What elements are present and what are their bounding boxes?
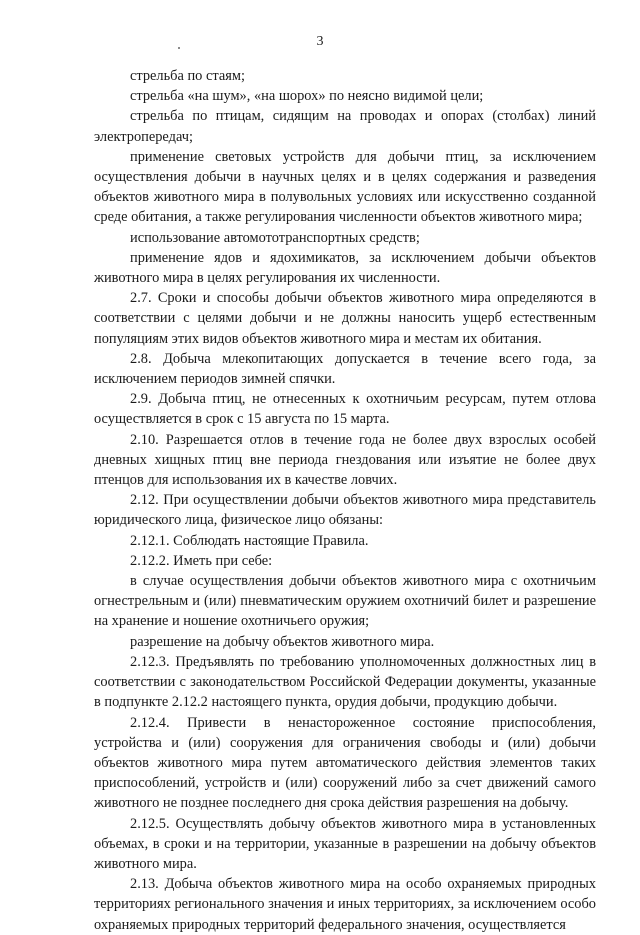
paragraph-5: использование автомототранспортных средств; bbox=[130, 229, 420, 246]
paragraph-4: применение световых устройств для добычи птиц, за исключением осуществления добычи в научных целях и в целях содержания и разведения объектов животного мира в полувольных условиях или искусственно созданной среде обитания, а также регулирования численности объектов животного мира; bbox=[94, 148, 596, 226]
paragraph-6: применение ядов и ядохимикатов, за исключением добычи объектов животного мира в целях регулирования их численности. bbox=[94, 249, 596, 287]
paragraph-3: стрельба по птицам, сидящим на проводах и опорах (столбах) линий электропередач; bbox=[94, 108, 596, 145]
paragraph-2: стрельба «на шум», «на шорох» по неясно видимой цели; bbox=[130, 88, 484, 105]
paragraph-2-12-2-a: в случае осуществления добычи объектов животного мира с охотничьим огнестрельным и (или) пневматическим оружием охотничий билет и разрешение на хранение и ношение охотничьего оружия; bbox=[94, 573, 596, 630]
paragraph-2-12-3: 2.12.3. Предъявлять по требованию уполномоченных должностных лиц в соответствии с законодательством Российской Федерации документы, указанные в подпункте 2.12.2 настоящего пункта, орудия добычи, продукцию добычи. bbox=[94, 653, 596, 711]
paragraph-2-12-5: 2.12.5. Осуществлять добычу объектов животного мира в установленных объемах, в сроки и на территории, указанные в разрешении на добычу объектов животного мира. bbox=[94, 815, 596, 872]
document-body bbox=[94, 66, 596, 935]
page-number: 3 bbox=[316, 34, 324, 49]
paragraph-2-7: 2.7. Сроки и способы добычи объектов животного мира определяются в соответствии с целями добычи и не должны наносить ущерб естественным популяциям этих видов объектов животного мира и местам их обитания. bbox=[94, 290, 596, 347]
paragraph-2-13: 2.13. Добыча объектов животного мира на особо охраняемых природных территориях регионального значения и иных территориях, за исключением особо охраняемых природных территорий федерального значения, осуществляется bbox=[94, 876, 596, 933]
paragraph-2-12: 2.12. При осуществлении добычи объектов животного мира представитель юридического лица, физическое лицо обязаны: bbox=[94, 492, 596, 529]
paragraph-2-8: 2.8. Добыча млекопитающих допускается в течение всего года, за исключением периодов зимней спячки. bbox=[94, 350, 596, 388]
paragraph-2-10: 2.10. Разрешается отлов в течение года не более двух взрослых особей дневных хищных птиц вне периода гнездования или изъятие не более двух птенцов для использования их в качестве ловчих. bbox=[94, 431, 596, 489]
paragraph-2-9: 2.9. Добыча птиц, не отнесенных к охотничьим ресурсам, путем отлова осуществляется в срок с 15 августа по 15 марта. bbox=[94, 391, 596, 428]
paragraph-2-12-4: 2.12.4. Привести в ненастороженное состояние приспособления, устройства и (или) сооружения для ограничения свободы и (или) добычи объектов животного мира путем автоматического действия элементов таких приспособлений, устройств и (или) сооружений либо за счет движений самого животного не позднее последнего дня срока действия разрешения на добычу. bbox=[94, 714, 596, 812]
paragraph-1: стрельба по стаям; bbox=[130, 68, 245, 84]
paragraph-2-12-2: 2.12.2. Иметь при себе: bbox=[130, 552, 273, 569]
paragraph-2-12-2-b: разрешение на добычу объектов животного мира. bbox=[130, 633, 435, 650]
paragraph-2-12-1: 2.12.1. Соблюдать настоящие Правила. bbox=[130, 532, 369, 549]
scan-speck bbox=[178, 47, 180, 49]
